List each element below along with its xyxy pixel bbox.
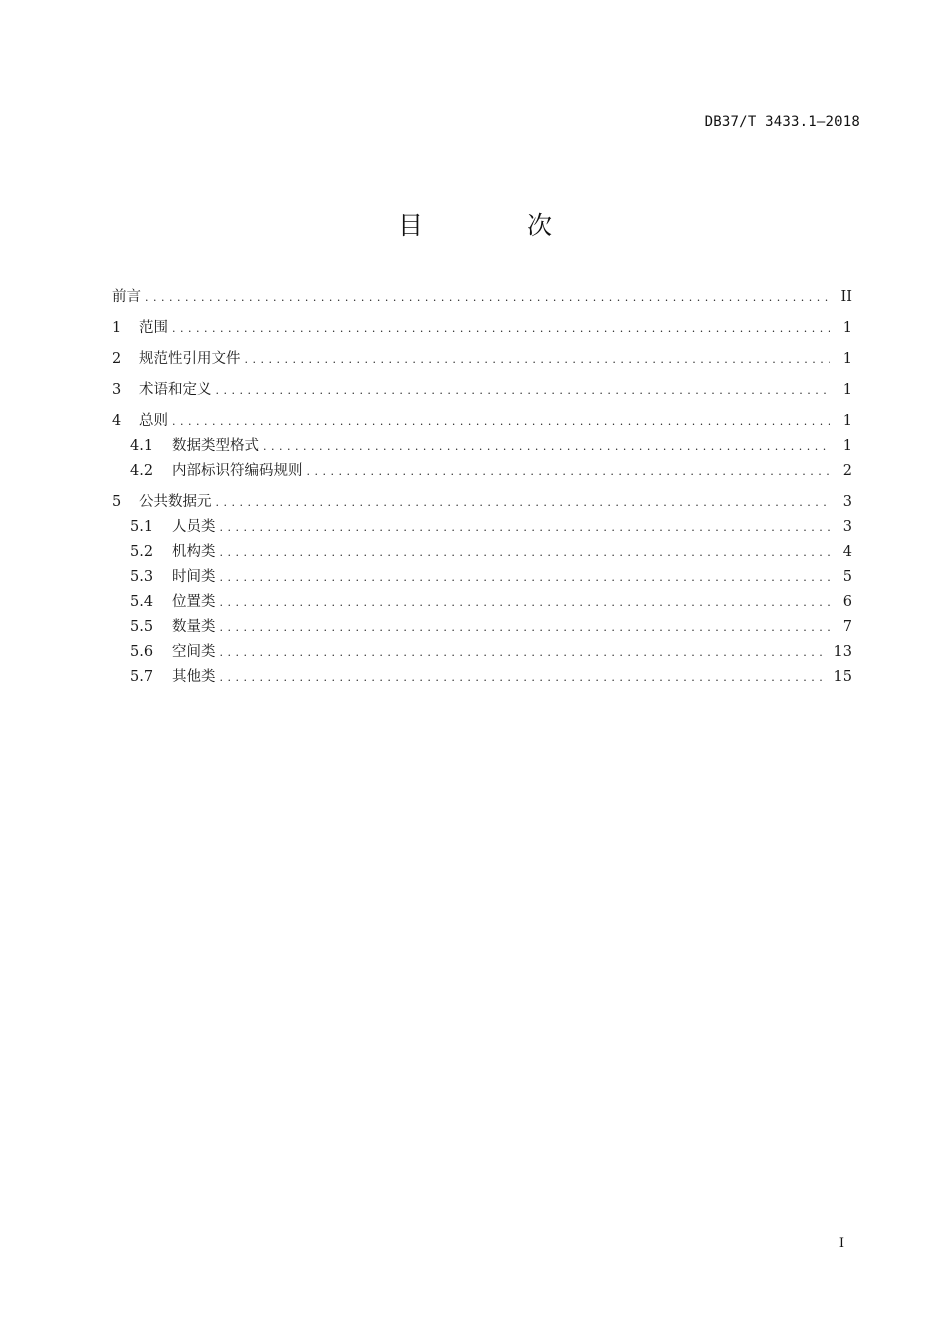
toc-entry-label: 范围 <box>139 320 168 336</box>
toc-entry-label: 空间类 <box>172 644 216 660</box>
toc-entry-number: 5.5 <box>130 619 154 635</box>
toc-leader-dots <box>220 565 831 590</box>
toc-entry-label: 人员类 <box>172 519 216 535</box>
toc-leader-dots <box>245 347 831 372</box>
toc-entry-5-5[interactable] <box>112 615 852 640</box>
toc-entry-number: 2 <box>112 351 122 367</box>
toc-entry-page: 6 <box>842 594 852 610</box>
toc-leader-dots <box>220 515 831 540</box>
toc-entry-label: 数量类 <box>172 619 216 635</box>
toc-entry-page: 1 <box>842 413 852 429</box>
toc-entry-page: 5 <box>842 569 852 585</box>
toc-leader-dots <box>145 285 830 310</box>
toc-entry-label: 前言 <box>112 289 141 305</box>
toc-entry-number: 5.6 <box>130 644 154 660</box>
toc-entry-page: 1 <box>842 382 852 398</box>
toc-leader-dots <box>220 665 828 690</box>
toc-entry-label: 术语和定义 <box>139 382 212 398</box>
toc-leader-dots <box>220 540 831 565</box>
toc-entry-label: 时间类 <box>172 569 216 585</box>
toc-entry-5-3[interactable] <box>112 565 852 590</box>
toc-entry-5-2[interactable] <box>112 540 852 565</box>
footer-page-number: I <box>838 1236 844 1251</box>
toc-entry-2[interactable] <box>112 347 852 372</box>
toc-entry-page: 1 <box>842 351 852 367</box>
toc-entry-number: 5.3 <box>130 569 154 585</box>
toc-entry-page: 2 <box>842 463 852 479</box>
toc-entry-page: II <box>840 289 852 305</box>
toc-entry-page: 3 <box>842 494 852 510</box>
toc-entry-3[interactable] <box>112 378 852 403</box>
toc-entry-label: 数据类型格式 <box>172 438 259 454</box>
toc-entry-label: 机构类 <box>172 544 216 560</box>
toc-entry-number: 4.2 <box>130 463 154 479</box>
toc-entry-page: 4 <box>842 544 852 560</box>
toc-entry-number: 3 <box>112 382 122 398</box>
toc-leader-dots <box>263 434 830 459</box>
toc-entry-1[interactable] <box>112 316 852 341</box>
toc-entry-label: 总则 <box>139 413 168 429</box>
document-code: DB37/T 3433.1—2018 <box>704 114 860 130</box>
toc-entry-label: 公共数据元 <box>139 494 212 510</box>
toc-entry-5-6[interactable] <box>112 640 852 665</box>
toc-entry-4[interactable] <box>112 409 852 434</box>
toc-entry-page: 7 <box>842 619 852 635</box>
toc-leader-dots <box>307 459 831 484</box>
toc-entry-4-2[interactable] <box>112 459 852 484</box>
toc-entry-5[interactable] <box>112 490 852 515</box>
toc-entry-5-4[interactable] <box>112 590 852 615</box>
toc-entry-5-1[interactable] <box>112 515 852 540</box>
page-title: 目 次 <box>398 211 600 240</box>
table-of-contents <box>112 285 852 690</box>
toc-entry-number: 4.1 <box>130 438 154 454</box>
toc-leader-dots <box>220 640 828 665</box>
toc-entry-number: 5.2 <box>130 544 154 560</box>
toc-leader-dots <box>172 409 830 434</box>
toc-entry-4-1[interactable] <box>112 434 852 459</box>
toc-entry-label: 规范性引用文件 <box>139 351 241 367</box>
toc-entry-5-7[interactable] <box>112 665 852 690</box>
toc-entry-number: 5.7 <box>130 669 154 685</box>
toc-entry-page: 13 <box>833 644 852 660</box>
toc-entry-number: 4 <box>112 413 122 429</box>
toc-entry-foreword[interactable] <box>112 285 852 310</box>
toc-entry-page: 1 <box>842 438 852 454</box>
toc-entry-number: 1 <box>112 320 122 336</box>
toc-entry-label: 内部标识符编码规则 <box>172 463 303 479</box>
toc-entry-label: 位置类 <box>172 594 216 610</box>
toc-entry-page: 3 <box>842 519 852 535</box>
toc-leader-dots <box>216 378 831 403</box>
toc-entry-label: 其他类 <box>172 669 216 685</box>
toc-entry-page: 15 <box>833 669 852 685</box>
toc-leader-dots <box>172 316 830 341</box>
toc-entry-page: 1 <box>842 320 852 336</box>
toc-leader-dots <box>216 490 831 515</box>
toc-entry-number: 5 <box>112 494 122 510</box>
toc-leader-dots <box>220 590 831 615</box>
toc-entry-number: 5.1 <box>130 519 154 535</box>
toc-leader-dots <box>220 615 831 640</box>
toc-entry-number: 5.4 <box>130 594 154 610</box>
